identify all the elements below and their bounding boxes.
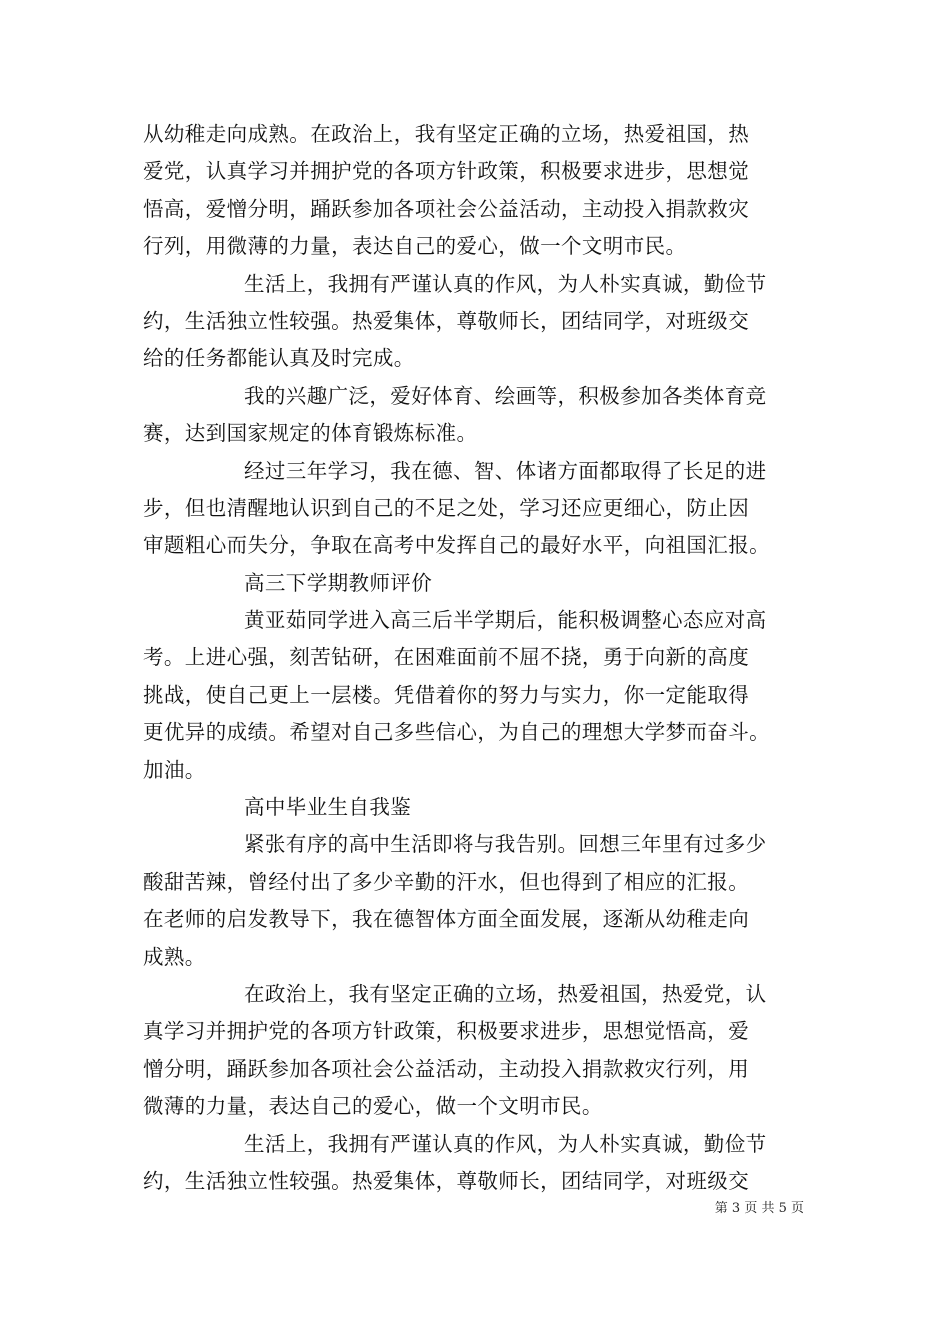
text-line: 我的兴趣广泛，爱好体育、绘画等，积极参加各类体育竞: [244, 383, 767, 408]
text-line: 黄亚茹同学进入高三后半学期后，能积极调整心态应对高: [244, 608, 767, 633]
text-line: 步，但也清醒地认识到自己的不足之处，学习还应更细心，防止因: [143, 495, 750, 520]
text-line: 真学习并拥护党的各项方针政策，积极要求进步，思想觉悟高，爱: [143, 1019, 750, 1044]
text-line: 成熟。: [143, 944, 206, 969]
text-line: 行列，用微薄的力量，表达自己的爱心，做一个文明市民。: [143, 234, 687, 259]
text-line: 挑战，使自己更上一层楼。凭借着你的努力与实力，你一定能取得: [143, 682, 750, 707]
text-line: 酸甜苦辣，曾经付出了多少辛勤的汗水，但也得到了相应的汇报。: [143, 869, 750, 894]
text-line: 高中毕业生自我鉴: [244, 795, 412, 820]
text-line: 从幼稚走向成熟。在政治上，我有坚定正确的立场，热爱祖国，热: [143, 122, 750, 146]
text-line: 给的任务都能认真及时完成。: [143, 346, 415, 371]
text-line: 在老师的启发教导下，我在德智体方面全面发展，逐渐从幼稚走向: [143, 907, 750, 932]
text-line: 加油。: [143, 757, 206, 782]
text-line: 经过三年学习，我在德、智、体诸方面都取得了长足的进: [244, 458, 767, 483]
text-line: 赛，达到国家规定的体育锻炼标准。: [143, 421, 478, 446]
text-line: 更优异的成绩。希望对自己多些信心，为自己的理想大学梦而奋斗。: [143, 720, 770, 745]
text-line: 考。上进心强，刻苦钻研，在困难面前不屈不挠，勇于向新的高度: [143, 645, 750, 670]
text-line: 爱党，认真学习并拥护党的各项方针政策，积极要求进步，思想觉: [143, 159, 750, 184]
text-line: 憎分明，踊跃参加各项社会公益活动，主动投入捐款救灾行列，用: [143, 1056, 750, 1081]
text-line: 微薄的力量，表达自己的爱心，做一个文明市民。: [143, 1094, 603, 1119]
text-line: 紧张有序的高中生活即将与我告别。回想三年里有过多少: [244, 832, 767, 857]
text-line: 高三下学期教师评价: [244, 570, 433, 595]
text-line: 审题粗心而失分，争取在高考中发挥自己的最好水平，向祖国汇报。: [143, 533, 770, 558]
text-line: 约，生活独立性较强。热爱集体，尊敬师长，团结同学，对班级交: [143, 1168, 750, 1193]
text-line: 生活上，我拥有严谨认真的作风，为人朴实真诚，勤俭节: [244, 1131, 767, 1156]
text-line: 悟高，爱憎分明，踊跃参加各项社会公益活动，主动投入捐款救灾: [143, 196, 750, 221]
text-line: 生活上，我拥有严谨认真的作风，为人朴实真诚，勤俭节: [244, 271, 767, 296]
page-number-footer: 第 3 页 共 5 页: [714, 1201, 804, 1216]
text-line: 约，生活独立性较强。热爱集体，尊敬师长，团结同学，对班级交: [143, 308, 750, 333]
text-line: 在政治上，我有坚定正确的立场，热爱祖国，热爱党，认: [244, 981, 767, 1006]
document-body: [143, 116, 811, 1200]
